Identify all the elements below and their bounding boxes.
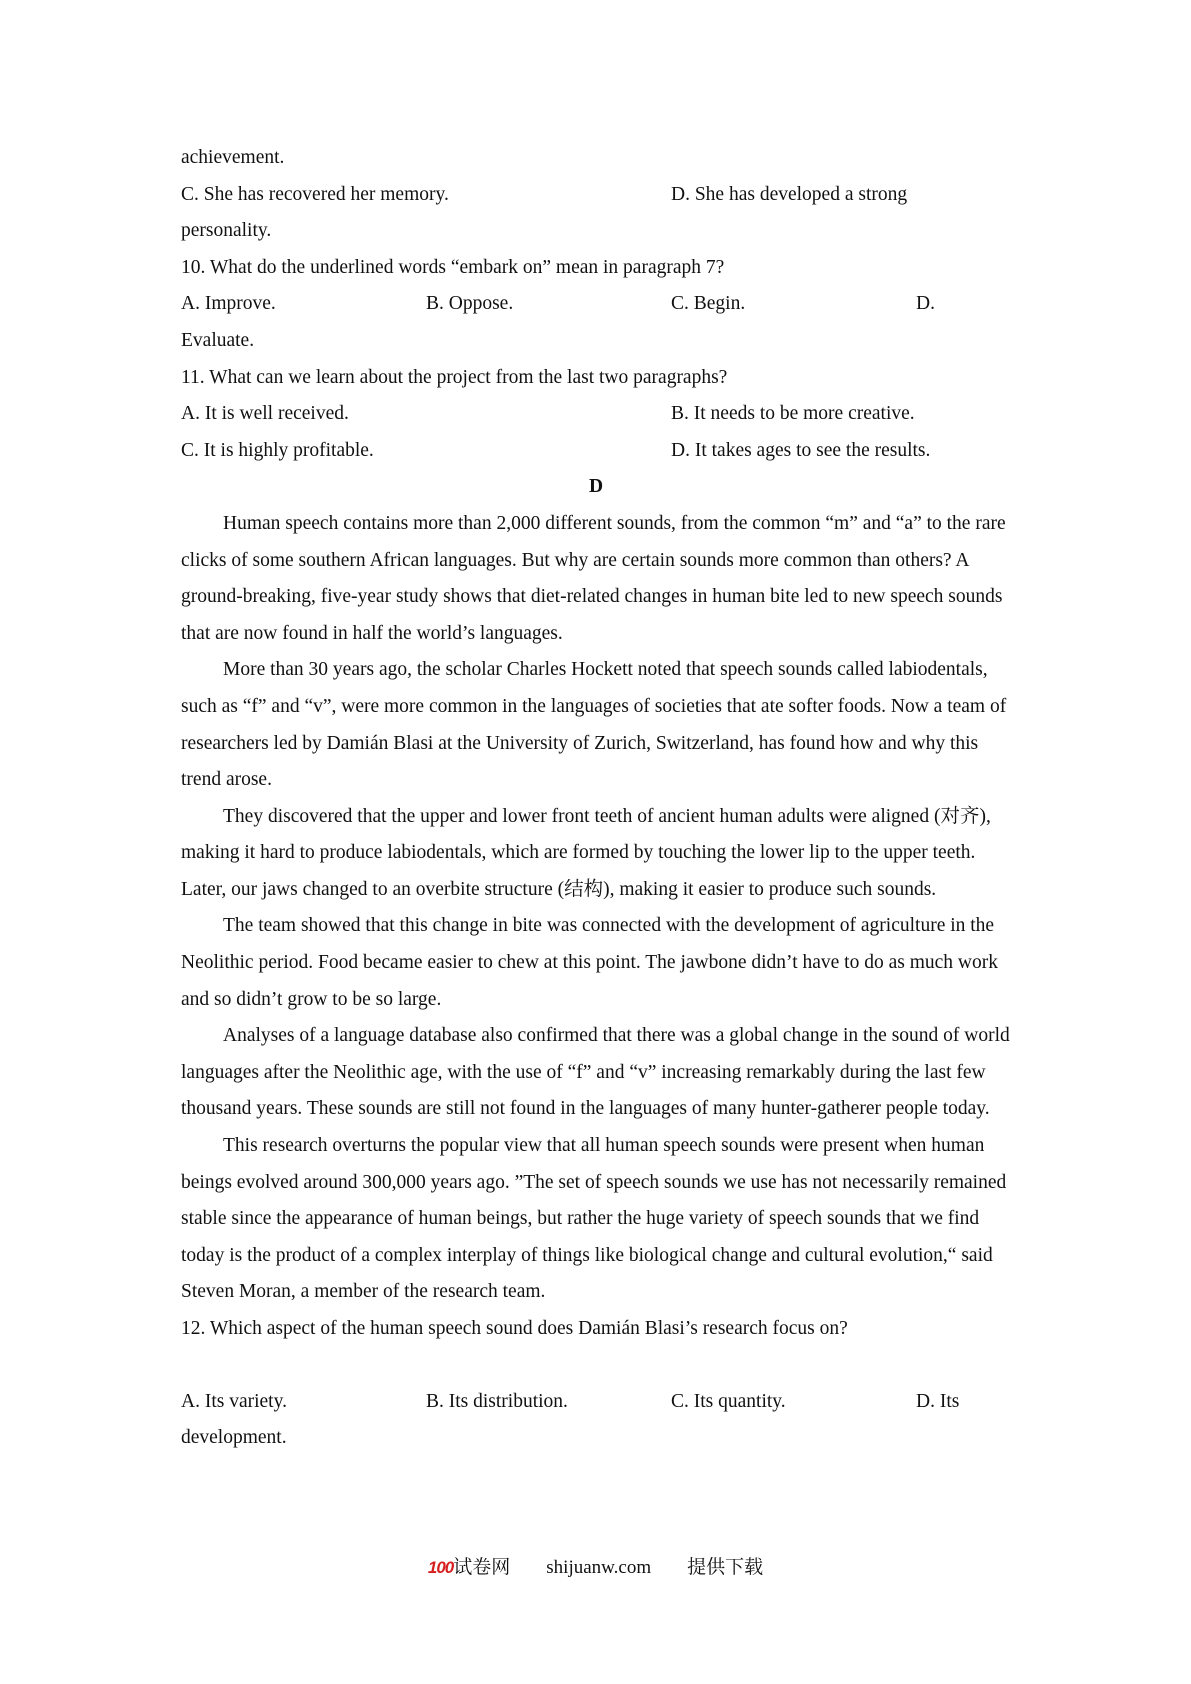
- q9-option-b-continuation: achievement.: [181, 147, 285, 168]
- passage-paragraph-3: They discovered that the upper and lower front teeth of ancient human adults were aligned (对齐), making it hard to produce labiodentals, which are formed by touching the lower lip to the upper teeth. Later, our jaws changed to an overbite structure (结构), making it easier to produce such sounds.: [181, 805, 991, 900]
- q12-option-d: D. Its: [916, 1390, 960, 1412]
- site-domain: shijuanw.com: [546, 1557, 652, 1578]
- q9-option-c: C. She has recovered her memory.: [181, 183, 449, 205]
- q10-option-b: B. Oppose.: [426, 293, 514, 315]
- section-heading: D: [588, 476, 604, 498]
- q10-option-c: C. Begin.: [671, 293, 746, 315]
- q12-option-b: B. Its distribution.: [426, 1390, 568, 1412]
- site-name: 试卷网: [453, 1557, 511, 1578]
- q11-options-row-1: [181, 396, 1011, 433]
- q12-option-d-continuation: development.: [181, 1427, 287, 1449]
- q12-option-a: A. Its variety.: [181, 1390, 287, 1412]
- site-logo: 100: [427, 1558, 454, 1577]
- q11-option-b: B. It needs to be more creative.: [671, 403, 915, 425]
- passage-paragraph-5: Analyses of a language database also confirmed that there was a global change in the sound of world languages after the Neolithic age, with the use of “f” and “v” increasing remarkably during the last few thousand years. These sounds are still not found in the languages of many hunter-gatherer people today.: [181, 1025, 1010, 1120]
- q10-option-d-continuation: Evaluate.: [181, 329, 255, 351]
- q10-option-a: A. Improve.: [181, 293, 276, 315]
- page-footer: [0, 1552, 1191, 1579]
- page-content: [181, 140, 1011, 1457]
- q11-options-row-2: [181, 433, 1011, 470]
- passage-paragraph-2: More than 30 years ago, the scholar Charles Hockett noted that speech sounds called labiodentals, such as “f” and “v”, were more common in the languages of societies that ate softer foods. Now a team of researchers led by Damián Blasi at the University of Zurich, Switzerland, has found how and why this trend arose.: [181, 659, 1007, 791]
- passage-paragraph-6: This research overturns the popular view that all human speech sounds were present when human beings evolved around 300,000 years ago. ”The set of speech sounds we use has not necessarily remained stable since the appearance of human beings, but rather the huge variety of speech sounds that we find today is the product of a complex interplay of things like biological change and cultural evolution,“ said Steven Moran, a member of the research team.: [181, 1135, 1007, 1303]
- q11-option-d: D. It takes ages to see the results.: [671, 439, 931, 461]
- q10-option-d: D.: [916, 293, 935, 315]
- q10-question: 10. What do the underlined words “embark on” mean in paragraph 7?: [181, 256, 725, 278]
- q11-question: 11. What can we learn about the project from the last two paragraphs?: [181, 366, 728, 388]
- q10-options-row: [181, 286, 1011, 323]
- q12-option-c: C. Its quantity.: [671, 1390, 786, 1412]
- q9-options-row: [181, 177, 1011, 214]
- q9-option-d: D. She has developed a strong: [671, 183, 908, 205]
- q9-option-d-continuation: personality.: [181, 220, 272, 242]
- spacer: [181, 1348, 1011, 1384]
- q11-option-c: C. It is highly profitable.: [181, 439, 374, 461]
- passage-paragraph-1: Human speech contains more than 2,000 different sounds, from the common “m” and “a” to the rare clicks of some southern African languages. But why are certain sounds more common than others? A ground-breaking, five-year study shows that diet-related changes in human bite led to new speech sounds that are now found in half the world’s languages.: [181, 512, 1006, 644]
- q12-question: 12. Which aspect of the human speech sound does Damián Blasi’s research focus on?: [181, 1318, 848, 1339]
- passage-paragraph-4: The team showed that this change in bite was connected with the development of agriculture in the Neolithic period. Food became easier to chew at this point. The jawbone didn’t have to do as much work and so didn’t grow to be so large.: [181, 915, 998, 1010]
- q12-options-row: [181, 1384, 1011, 1421]
- q11-option-a: A. It is well received.: [181, 403, 349, 425]
- footer-tagline: 提供下载: [687, 1557, 764, 1578]
